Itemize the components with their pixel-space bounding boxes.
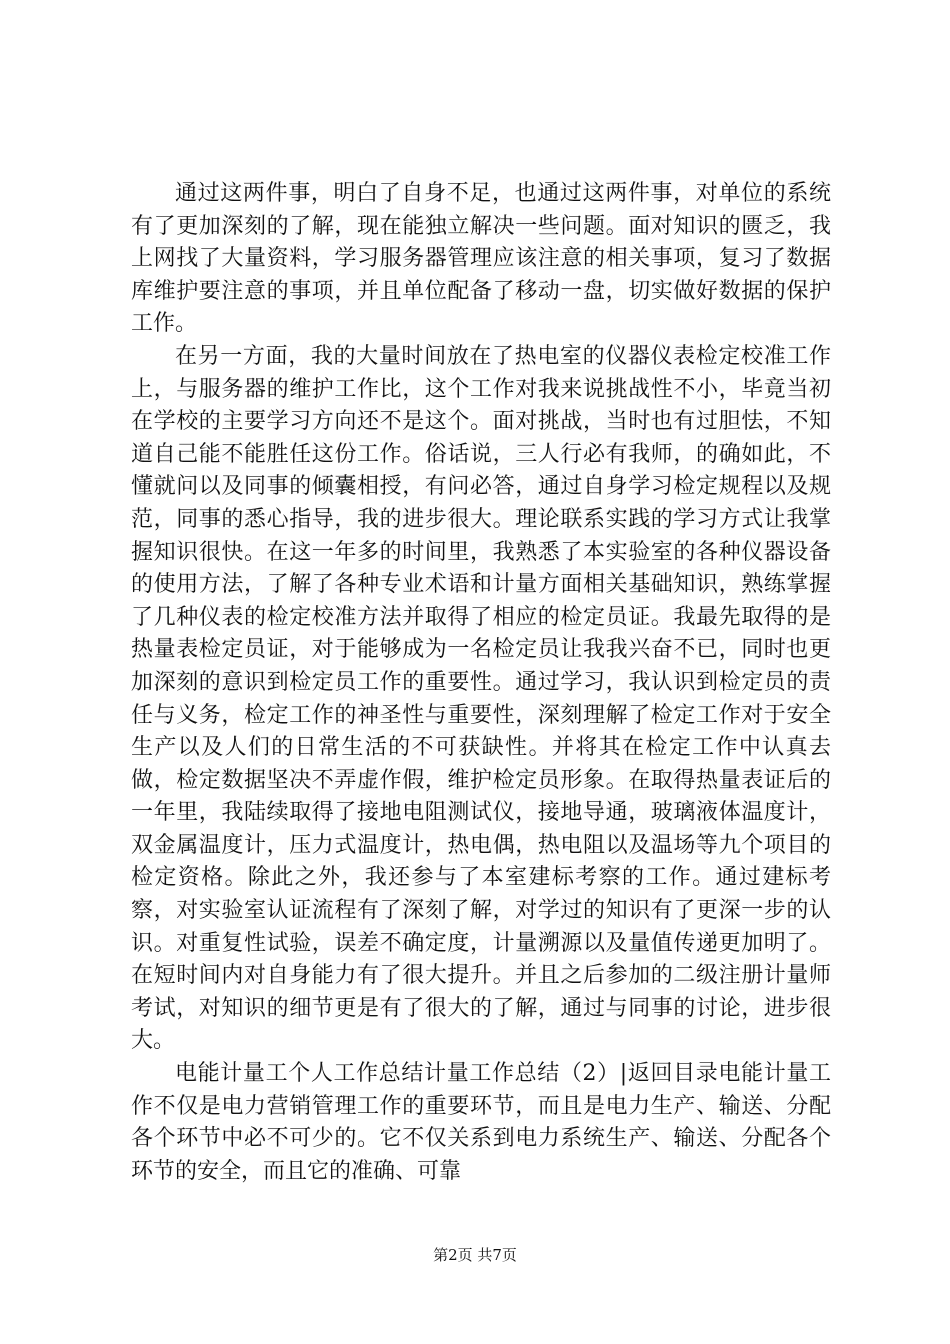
paragraph-1: 通过这两件事，明白了自身不足，也通过这两件事，对单位的系统有了更加深刻的了解，现在能独立解决一些问题。面对知识的匮乏，我上网找了大量资料，学习服务器管理应该注意的相关事项，复习了数据库维护要注意的事项，并且单位配备了移动一盘，切实做好数据的保护工作。 xyxy=(131,181,831,337)
page-footer: 第2页 共7页 xyxy=(433,1246,517,1264)
document-body xyxy=(131,178,831,1188)
paragraph-3: 电能计量工个人工作总结计量工作总结（2）|返回目录电能计量工作不仅是电力营销管理工作的重要环节，而且是电力生产、输送、分配各个环节中必不可少的。它不仅关系到电力系统生产、输送、分配各个环节的安全，而且它的准确、可靠 xyxy=(131,1061,831,1184)
paragraph-2: 在另一方面，我的大量时间放在了热电室的仪器仪表检定校准工作上，与服务器的维护工作比，这个工作对我来说挑战性不小，毕竟当初在学校的主要学习方向还不是这个。面对挑战，当时也有过胆怯，不知道自己能不能胜任这份工作。俗话说，三人行必有我师，的确如此，不懂就问以及同事的倾囊相授，有问必答，通过自身学习检定规程以及规范，同事的悉心指导，我的进步很大。理论联系实践的学习方式让我掌握知识很快。在这一年多的时间里，我熟悉了本实验室的各种仪器设备的使用方法，了解了各种专业术语和计量方面相关基础知识，熟练掌握了几种仪表的检定校准方法并取得了相应的检定员证。我最先取得的是热量表检定员证，对于能够成为一名检定员让我我兴奋不已，同时也更加深刻的意识到检定员工作的重要性。通过学习，我认识到检定员的责任与义务，检定工作的神圣性与重要性，深刻理解了检定工作对于安全生产以及人们的日常生活的不可获缺性。并将其在检定工作中认真去做，检定数据坚决不弄虚作假，维护检定员形象。在取得热量表证后的一年里，我陆续取得了接地电阻测试仪，接地导通，玻璃液体温度计，双金属温度计，压力式温度计，热电偶，热电阻以及温场等九个项目的检定资格。除此之外，我还参与了本室建标考察的工作。通过建标考察，对实验室认证流程有了深刻了解，对学过的知识有了更深一步的认识。对重复性试验，误差不确定度，计量溯源以及量值传递更加明了。在短时间内对自身能力有了很大提升。并且之后参加的二级注册计量师考试，对知识的细节更是有了很大的了解，通过与同事的讨论，进步很大。 xyxy=(131,343,831,1054)
